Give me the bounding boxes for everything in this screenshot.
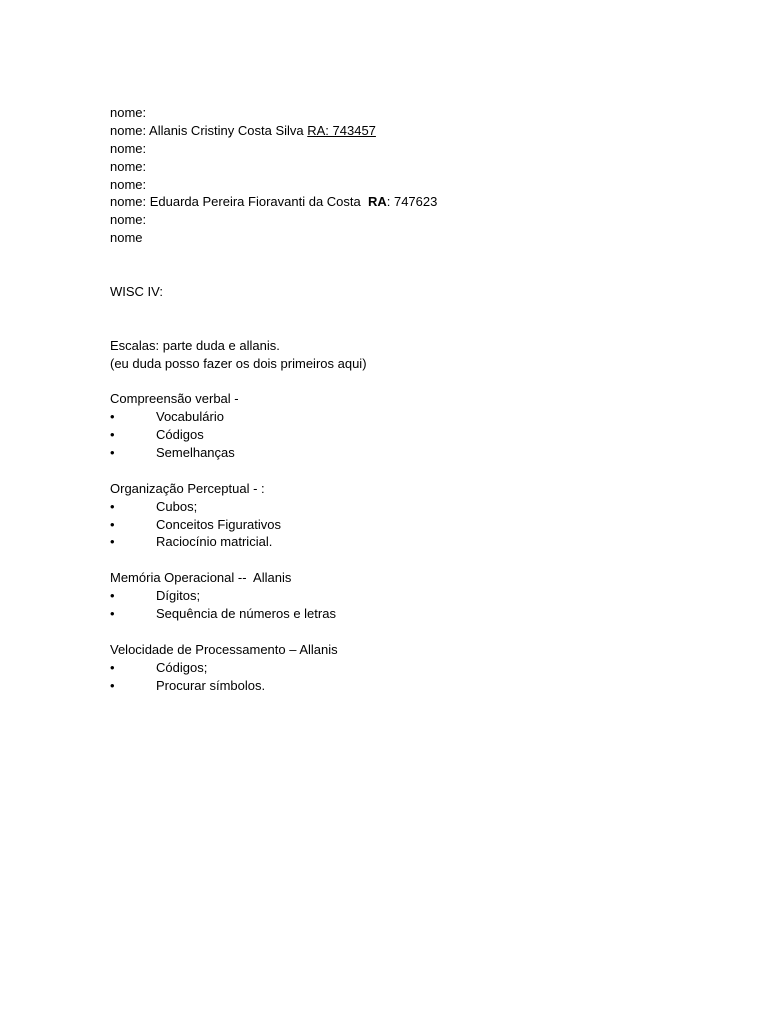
bullet-icon: • bbox=[110, 516, 115, 532]
name-line-5: nome: bbox=[110, 176, 147, 192]
list-item bbox=[110, 533, 710, 551]
list-item-text: Sequência de números e letras bbox=[156, 605, 336, 621]
name-line-7: nome: bbox=[110, 212, 147, 228]
name-line-1: nome: bbox=[110, 105, 147, 120]
list-item-text: Vocabulário bbox=[156, 409, 224, 425]
list-item-text: Códigos bbox=[156, 427, 204, 443]
list-item-text: Conceitos Figurativos bbox=[156, 516, 281, 532]
spacer bbox=[110, 551, 710, 569]
list-item bbox=[110, 605, 710, 623]
escalas-line-2: (eu duda posso fazer os dois primeiros aqui) bbox=[110, 355, 367, 371]
ra-allanis: RA: 743457 bbox=[307, 122, 376, 138]
bullet-icon: • bbox=[110, 605, 115, 621]
section-title: Velocidade de Processamento – Allanis bbox=[110, 641, 338, 657]
list-item-text: Dígitos; bbox=[156, 588, 201, 604]
document-body bbox=[110, 104, 710, 694]
spacer bbox=[110, 301, 710, 337]
list-item bbox=[110, 677, 710, 695]
ra-label-eduarda: RA bbox=[367, 194, 387, 210]
spacer bbox=[110, 623, 710, 641]
list-item bbox=[110, 408, 710, 426]
list-item bbox=[110, 659, 710, 677]
name-line-6 bbox=[110, 193, 710, 211]
list-item-text: Códigos; bbox=[156, 659, 208, 675]
escalas-line-1: Escalas: parte duda e allanis. bbox=[110, 337, 280, 353]
spacer bbox=[110, 462, 710, 480]
spacer bbox=[110, 372, 710, 390]
list-item-text: Procurar símbolos. bbox=[156, 677, 266, 693]
list-item bbox=[110, 426, 710, 444]
spacer bbox=[110, 247, 710, 283]
name-line-8: nome bbox=[110, 230, 143, 246]
bullet-icon: • bbox=[110, 427, 115, 443]
list-item bbox=[110, 498, 710, 516]
list-item-text: Cubos; bbox=[156, 498, 198, 514]
bullet-icon: • bbox=[110, 444, 115, 460]
bullet-icon: • bbox=[110, 498, 115, 514]
list-item bbox=[110, 587, 710, 605]
bullet-icon: • bbox=[110, 659, 115, 675]
section-title: Organização Perceptual - : bbox=[110, 480, 265, 496]
section-title: Memória Operacional -- Allanis bbox=[110, 570, 292, 586]
name-line-6-text: nome: Eduarda Pereira Fioravanti da Costa bbox=[110, 194, 368, 210]
wisc-title: WISC IV: bbox=[110, 283, 163, 299]
name-line-2-text: nome: Allanis Cristiny Costa Silva bbox=[110, 122, 308, 138]
list-item bbox=[110, 516, 710, 534]
bullet-icon: • bbox=[110, 588, 115, 604]
list-item bbox=[110, 444, 710, 462]
name-line-2 bbox=[110, 122, 710, 140]
section-title: Compreensão verbal - bbox=[110, 391, 239, 407]
name-line-4: nome: bbox=[110, 158, 147, 174]
list-item-text: Raciocínio matricial. bbox=[156, 534, 273, 550]
bullet-icon: • bbox=[110, 677, 115, 693]
bullet-icon: • bbox=[110, 409, 115, 425]
name-line-3: nome: bbox=[110, 140, 147, 156]
ra-value-eduarda: : 747623 bbox=[386, 194, 438, 210]
list-item-text: Semelhanças bbox=[156, 444, 235, 460]
bullet-icon: • bbox=[110, 534, 115, 550]
